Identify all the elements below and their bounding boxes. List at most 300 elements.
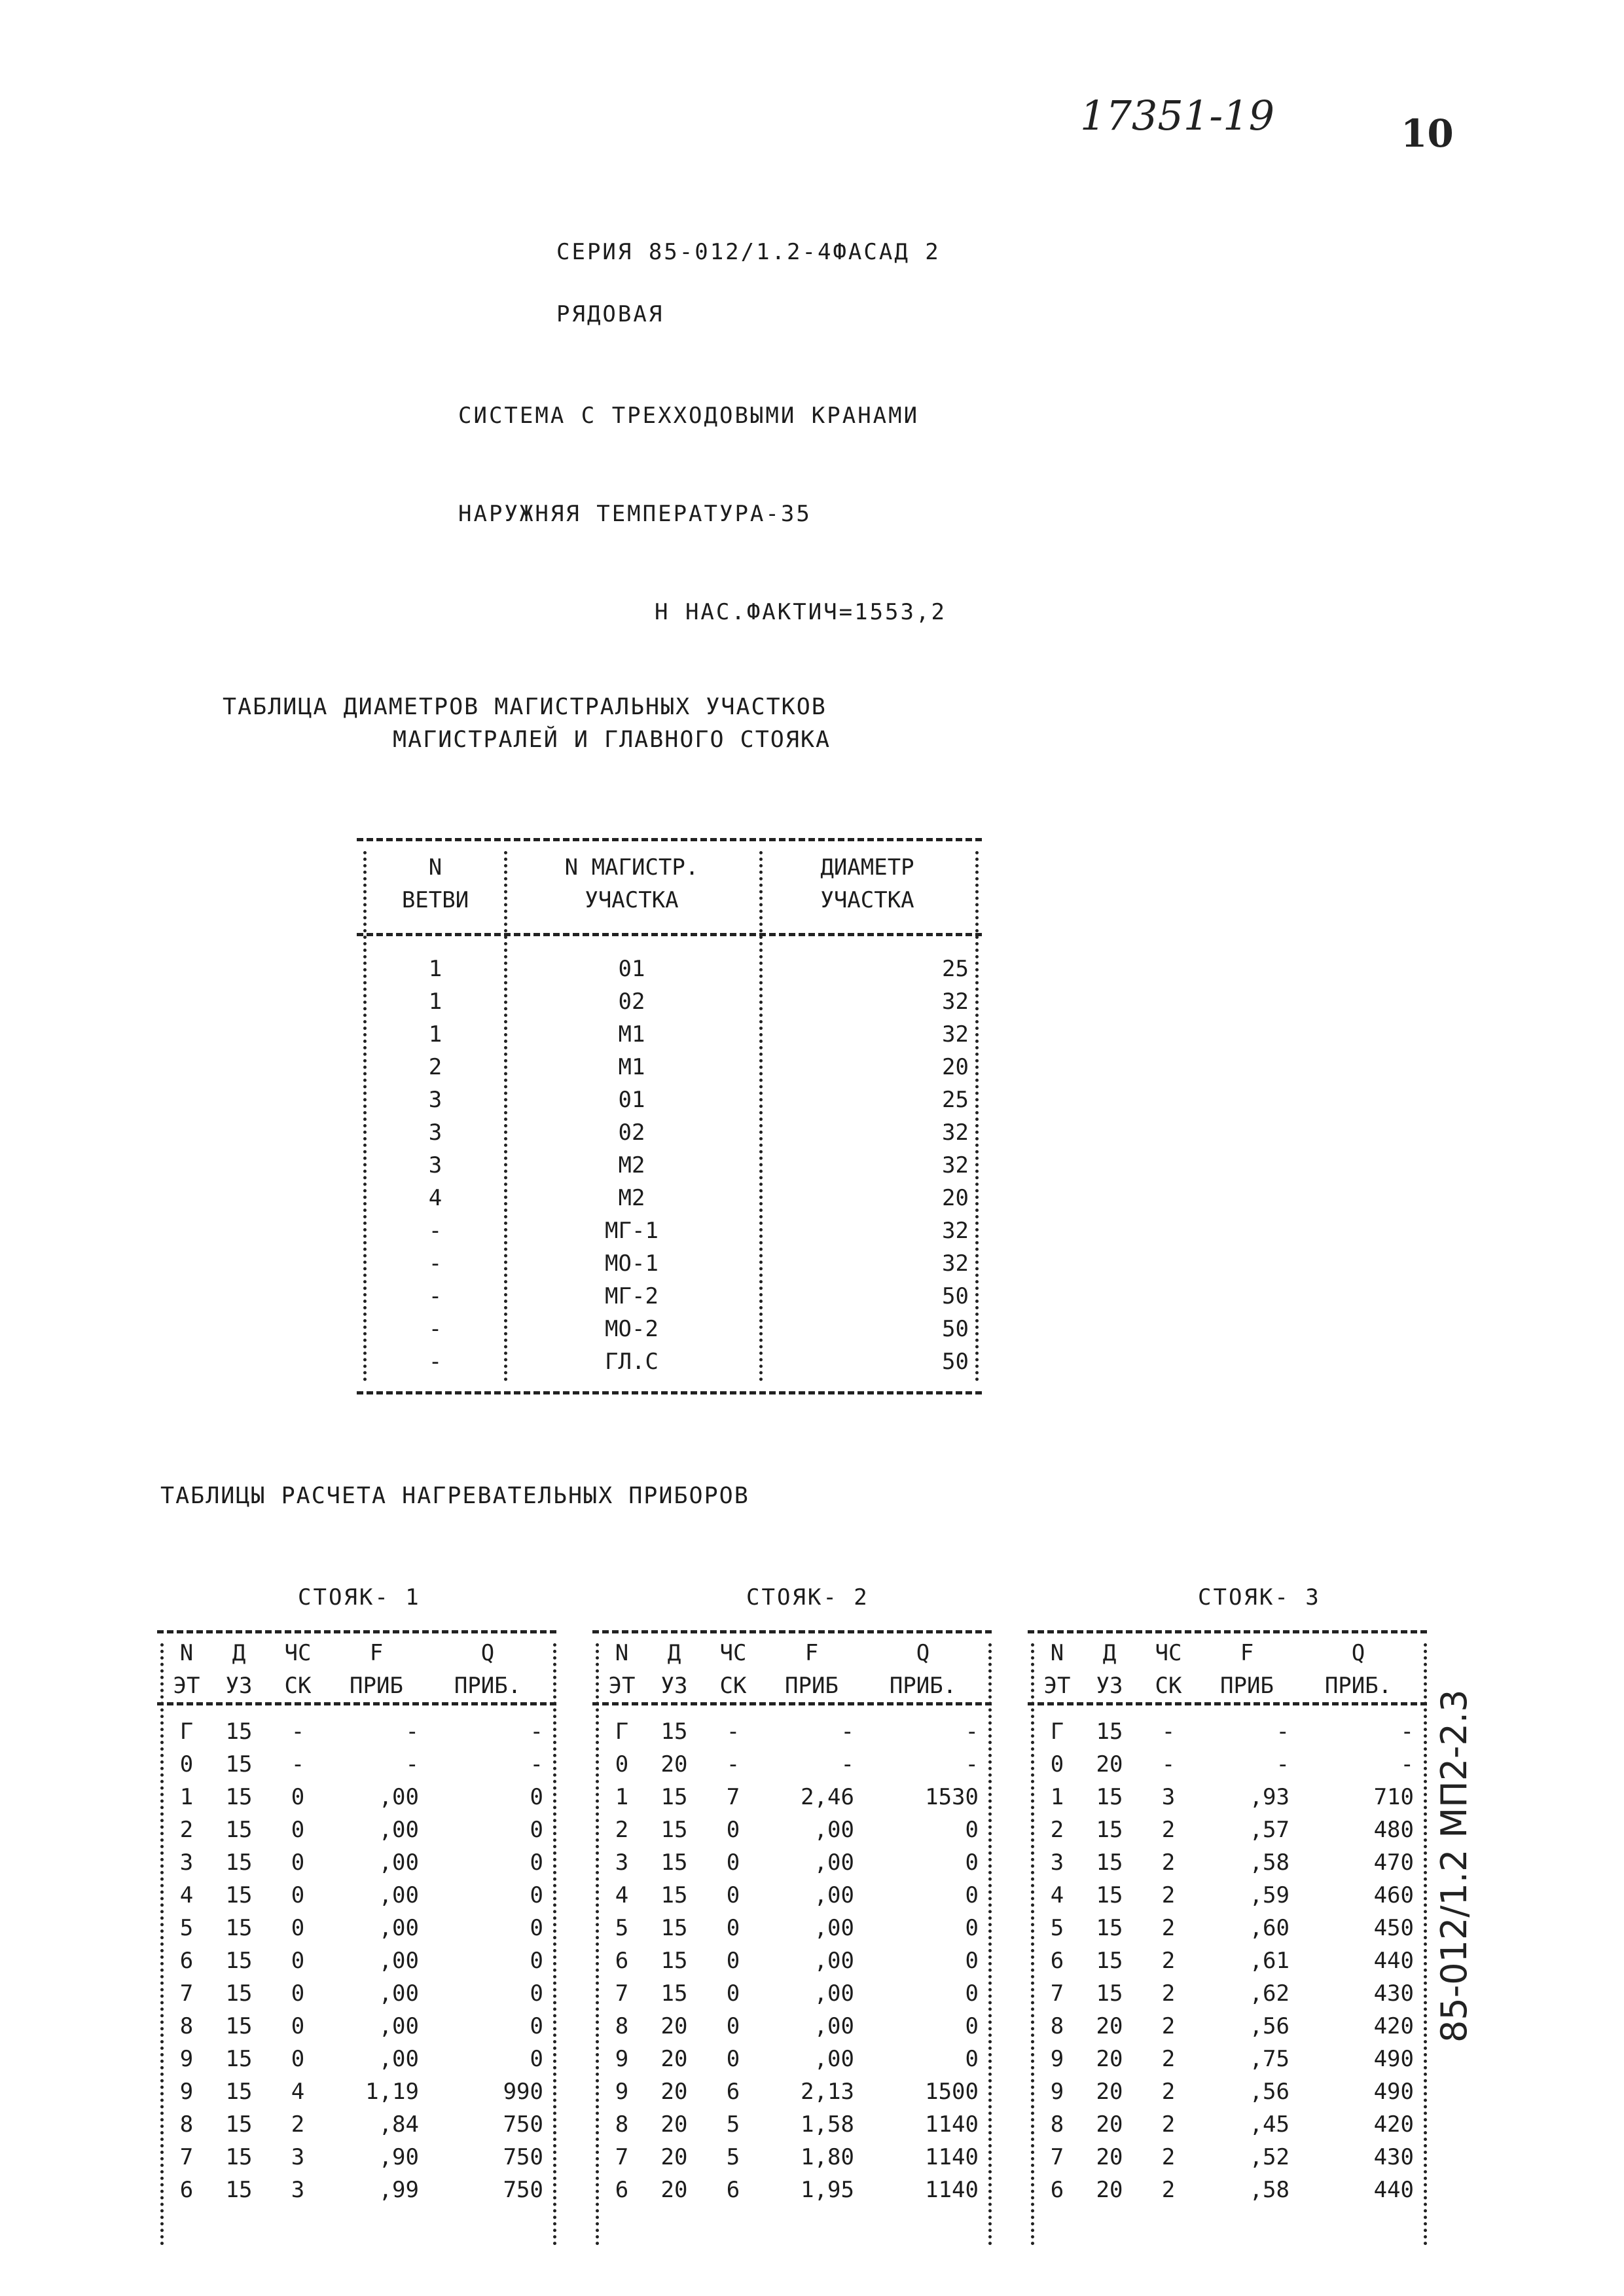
riser-table-cell: 15: [225, 1948, 253, 1974]
riser-table-cell: 3: [291, 2177, 305, 2203]
riser-table-cell: 6: [726, 2177, 740, 2203]
riser-table-cell: 490: [1373, 2046, 1414, 2072]
diam-header-row: [367, 884, 975, 917]
riser-table-cell: -: [1161, 1751, 1176, 1777]
riser-table-cell: 15: [660, 1719, 688, 1745]
riser-table-cell: 15: [225, 2144, 253, 2170]
riser-table-row: [599, 1944, 985, 1977]
riser-table-cell: 15: [660, 1882, 688, 1908]
riser-header-cell: N: [179, 1640, 194, 1666]
riser-table-cell: 0: [726, 2013, 740, 2039]
riser-table-cell: 1,80: [801, 2144, 854, 2170]
riser-table-row: [599, 2174, 985, 2206]
riser-table-row: [164, 1977, 550, 2010]
head-pressure-line: Н НАС.ФАКТИЧ=1553,2: [655, 599, 947, 625]
riser-table-row: [164, 2010, 550, 2043]
riser-table-cell: 0: [291, 1784, 305, 1810]
riser-table-cell: 0: [530, 1850, 543, 1876]
riser-table-cell: 2: [1161, 1948, 1176, 1974]
riser-table-cell: 20: [1096, 2013, 1123, 2039]
riser-table-cell: 4: [179, 1882, 194, 1908]
riser-table-cell: 9: [1050, 2046, 1064, 2072]
riser-header-cell: F: [804, 1640, 819, 1666]
riser-table-cell: 450: [1373, 1915, 1414, 1941]
riser-header-cell: ПРИБ.: [454, 1673, 522, 1699]
riser-table-cell: 3: [291, 2144, 305, 2170]
riser-table-cell: -: [1400, 1719, 1414, 1745]
riser-table-cell: -: [405, 1719, 419, 1745]
riser-table-cell: ,00: [378, 2046, 419, 2072]
riser-table-row: [164, 1748, 550, 1781]
riser-table-cell: -: [965, 1751, 979, 1777]
diam-table-cell: МО-2: [605, 1316, 659, 1342]
riser-table-cell: 2: [615, 1817, 629, 1843]
riser-table-row: [599, 1879, 985, 1912]
riser-table-row: [599, 2043, 985, 2075]
riser-table-row: [599, 1813, 985, 1846]
riser-table-row: [164, 1813, 550, 1846]
riser-table-cell: 3: [1161, 1784, 1176, 1810]
riser-table-row: [164, 2141, 550, 2174]
riser-table-cell: 7: [615, 2144, 629, 2170]
riser-table-cell: ,00: [814, 2013, 854, 2039]
riser-header-row: [164, 1637, 550, 1669]
riser-table-cell: 6: [726, 2079, 740, 2105]
riser-table-cell: 20: [660, 2013, 688, 2039]
riser-table-cell: 7: [1050, 2144, 1064, 2170]
riser-table-row: [164, 1846, 550, 1879]
riser-table-cell: ,84: [378, 2111, 419, 2138]
riser-table-cell: ,60: [1249, 1915, 1290, 1941]
riser-header-cell: ЧС: [719, 1640, 747, 1666]
riser-table-cell: 7: [179, 1980, 194, 2007]
riser-table-cell: -: [840, 1719, 854, 1745]
riser-table-cell: 0: [965, 1817, 979, 1843]
riser-header-cell: Q: [1351, 1640, 1365, 1666]
riser-1-header: [164, 1637, 550, 1702]
riser-table-row: [1034, 2043, 1420, 2075]
diam-table-row: [367, 1182, 975, 1214]
riser-table-cell: 2: [1161, 1915, 1176, 1941]
diam-table-cell: 32: [942, 1250, 969, 1277]
riser-table-cell: 1: [615, 1784, 629, 1810]
riser-table-cell: 15: [225, 1850, 253, 1876]
riser-table-cell: ,99: [378, 2177, 419, 2203]
riser-table-cell: 0: [291, 1980, 305, 2007]
diam-table-cell: 50: [942, 1283, 969, 1309]
riser-table-cell: 0: [530, 1980, 543, 2007]
riser-table-cell: 430: [1373, 1980, 1414, 2007]
riser-table-cell: ,00: [814, 1915, 854, 1941]
riser-table-cell: 15: [660, 1784, 688, 1810]
riser-table-cell: 20: [660, 2177, 688, 2203]
riser-header-cell: ЭТ: [173, 1673, 200, 1699]
riser-2-label: СТОЯК- 2: [746, 1584, 869, 1611]
riser-table-row: [599, 1846, 985, 1879]
riser-header-cell: N: [615, 1640, 629, 1666]
riser-header-cell: ПРИБ: [785, 1673, 839, 1699]
riser-1-table: [164, 1715, 550, 2206]
riser-table-cell: 1140: [925, 2177, 979, 2203]
riser-header-cell: ЭТ: [608, 1673, 636, 1699]
riser-table-rule: [592, 1702, 992, 1705]
diam-table-cell: МО-1: [605, 1250, 659, 1277]
riser-table-cell: 15: [1096, 1719, 1123, 1745]
riser-header-cell: УЗ: [1096, 1673, 1123, 1699]
riser-header-row: [1034, 1637, 1420, 1669]
outdoor-temp-line: НАРУЖНЯЯ ТЕМПЕРАТУРА-35: [458, 501, 812, 527]
riser-table-cell: ,00: [814, 1817, 854, 1843]
riser-table-cell: 2: [1161, 2013, 1176, 2039]
diam-table-row: [367, 1280, 975, 1313]
riser-table-cell: 15: [225, 2111, 253, 2138]
riser-table-cell: 4: [291, 2079, 305, 2105]
riser-table-cell: 5: [1050, 1915, 1064, 1941]
riser-table-row: [1034, 2141, 1420, 2174]
riser-table-cell: 15: [1096, 1817, 1123, 1843]
riser-table-cell: 15: [225, 1882, 253, 1908]
riser-table-cell: 15: [1096, 1882, 1123, 1908]
header-cell: ДИАМЕТР: [820, 854, 914, 881]
riser-table-cell: ,45: [1249, 2111, 1290, 2138]
riser-table-cell: 1: [179, 1784, 194, 1810]
riser-table-cell: 9: [615, 2079, 629, 2105]
riser-table-cell: ,00: [378, 1882, 419, 1908]
riser-header-cell: ПРИБ.: [1324, 1673, 1392, 1699]
riser-header-cell: Д: [667, 1640, 681, 1666]
riser-table-cell: 6: [1050, 1948, 1064, 1974]
riser-table-cell: 8: [179, 2111, 194, 2138]
riser-header-cell: ЭТ: [1043, 1673, 1071, 1699]
riser-2-table: [599, 1715, 985, 2206]
riser-table-row: [599, 1912, 985, 1944]
riser-table-row: [1034, 1912, 1420, 1944]
riser-table-row: [1034, 1879, 1420, 1912]
riser-table-rule: [1028, 1630, 1427, 1633]
riser-header-cell: ПРИБ: [1220, 1673, 1274, 1699]
riser-1-label: СТОЯК- 1: [298, 1584, 421, 1611]
riser-table-cell: 15: [225, 1980, 253, 2007]
riser-table-cell: ,57: [1249, 1817, 1290, 1843]
riser-table-cell: 710: [1373, 1784, 1414, 1810]
riser-header-row: [599, 1669, 985, 1702]
diam-table-cell: -: [428, 1283, 442, 1309]
diam-table-cell: 01: [618, 956, 645, 982]
riser-table-cell: 0: [726, 1948, 740, 1974]
diam-table-cell: 20: [942, 1054, 969, 1080]
riser-table-cell: 0: [530, 1784, 543, 1810]
riser-table-cell: 9: [179, 2079, 194, 2105]
diam-table-cell: М2: [618, 1185, 645, 1211]
diam-table-row: [367, 1051, 975, 1084]
riser-table-cell: 5: [179, 1915, 194, 1941]
diam-table-cell: 32: [942, 1021, 969, 1048]
riser-table-rule: [1028, 1702, 1427, 1705]
riser-table-cell: 15: [225, 1817, 253, 1843]
riser-table-cell: ,00: [814, 1980, 854, 2007]
diam-table-row: [367, 1345, 975, 1378]
riser-table-cell: 0: [726, 1817, 740, 1843]
riser-table-cell: ,00: [378, 1817, 419, 1843]
riser-header-cell: F: [1240, 1640, 1254, 1666]
riser-table-row: [164, 1879, 550, 1912]
riser-table-cell: 1530: [925, 1784, 979, 1810]
riser-table-cell: 430: [1373, 2144, 1414, 2170]
diam-table-cell: 01: [618, 1087, 645, 1113]
riser-table-cell: 6: [1050, 2177, 1064, 2203]
riser-header-cell: СК: [1155, 1673, 1182, 1699]
riser-table-cell: 20: [1096, 2046, 1123, 2072]
riser-table-cell: 20: [660, 2144, 688, 2170]
riser-table-cell: 15: [660, 1850, 688, 1876]
riser-table-row: [599, 1977, 985, 2010]
riser-table-cell: ,61: [1249, 1948, 1290, 1974]
riser-table-cell: ,00: [378, 1850, 419, 1876]
diam-table-cell: -: [428, 1218, 442, 1244]
riser-table-cell: Г: [179, 1719, 194, 1745]
diameter-table: [367, 851, 975, 917]
diam-table-cell: МГ-2: [605, 1283, 659, 1309]
riser-table-cell: 15: [225, 2079, 253, 2105]
riser-table-cell: 2: [1161, 2144, 1176, 2170]
riser-table-row: [599, 2075, 985, 2108]
riser-table-cell: 2: [1161, 2111, 1176, 2138]
series-line: СЕРИЯ 85-012/1.2-4ФАСАД 2: [556, 239, 941, 265]
riser-header-cell: УЗ: [660, 1673, 688, 1699]
riser-3-label: СТОЯК- 3: [1198, 1584, 1321, 1611]
riser-table-cell: 8: [615, 2013, 629, 2039]
riser-header-cell: ЧС: [1155, 1640, 1182, 1666]
riser-table-cell: -: [530, 1719, 543, 1745]
riser-3-header: [1034, 1637, 1420, 1702]
riser-table-cell: 5: [726, 2144, 740, 2170]
riser-table-row: [164, 2043, 550, 2075]
riser-table-cell: 1140: [925, 2144, 979, 2170]
riser-table-cell: 15: [1096, 1915, 1123, 1941]
riser-table-cell: 15: [225, 2046, 253, 2072]
riser-table-cell: 6: [179, 1948, 194, 1974]
diam-table-cell: 25: [942, 1087, 969, 1113]
diam-table-row: [367, 1313, 975, 1345]
header-cell: УЧАСТКА: [820, 887, 914, 913]
riser-table-cell: ,00: [378, 2013, 419, 2039]
riser-table-cell: 0: [530, 2046, 543, 2072]
riser-table-cell: -: [1276, 1751, 1290, 1777]
riser-header-cell: ЧС: [284, 1640, 312, 1666]
riser-table-cell: 0: [530, 2013, 543, 2039]
riser-table-cell: -: [1161, 1719, 1176, 1745]
diam-table-cell: 3: [428, 1120, 442, 1146]
riser-table-cell: 440: [1373, 2177, 1414, 2203]
riser-table-cell: 750: [503, 2144, 543, 2170]
diam-table-cell: 50: [942, 1349, 969, 1375]
riser-table-cell: ,93: [1249, 1784, 1290, 1810]
riser-table-cell: ,00: [378, 1980, 419, 2007]
riser-table-cell: ,00: [378, 1784, 419, 1810]
diam-table-cell: 25: [942, 956, 969, 982]
riser-table-cell: 9: [615, 2046, 629, 2072]
diam-table-cell: 02: [618, 1120, 645, 1146]
diam-table-cell: -: [428, 1316, 442, 1342]
riser-table-cell: 8: [1050, 2013, 1064, 2039]
riser-table-cell: ,00: [814, 1850, 854, 1876]
riser-table-cell: 20: [660, 2046, 688, 2072]
riser-header-row: [164, 1669, 550, 1702]
riser-table-cell: 2: [1161, 2177, 1176, 2203]
riser-table-cell: 480: [1373, 1817, 1414, 1843]
riser-table-row: [1034, 1944, 1420, 1977]
riser-header-cell: Q: [916, 1640, 930, 1666]
riser-table-cell: 8: [1050, 2111, 1064, 2138]
diam-table-cell: 4: [428, 1185, 442, 1211]
riser-table-rule: [157, 1630, 556, 1633]
riser-table-cell: 0: [291, 1915, 305, 1941]
riser-2-header: [599, 1637, 985, 1702]
riser-header-cell: СК: [719, 1673, 747, 1699]
diam-table-cell: 32: [942, 1218, 969, 1244]
riser-table-cell: 0: [291, 1882, 305, 1908]
diam-table-cell: 1: [428, 956, 442, 982]
riser-table-cell: 5: [615, 1915, 629, 1941]
riser-table-cell: ,90: [378, 2144, 419, 2170]
riser-table-cell: Г: [615, 1719, 629, 1745]
riser-table-cell: 4: [615, 1882, 629, 1908]
diam-table-row: [367, 1247, 975, 1280]
riser-table-cell: 0: [1050, 1751, 1064, 1777]
riser-table-cell: 20: [1096, 2079, 1123, 2105]
riser-table-cell: 0: [726, 1980, 740, 2007]
diam-table-top-rule: [357, 838, 982, 841]
riser-table-cell: 15: [660, 1948, 688, 1974]
riser-table-cell: 2: [1050, 1817, 1064, 1843]
riser-table-row: [599, 1781, 985, 1813]
riser-table-cell: 1: [1050, 1784, 1064, 1810]
riser-table-cell: 20: [660, 1751, 688, 1777]
riser-table-row: [599, 2010, 985, 2043]
riser-table-cell: 20: [660, 2111, 688, 2138]
diam-table-title: ТАБЛИЦА ДИАМЕТРОВ МАГИСТРАЛЬНЫХ УЧАСТКОВ: [223, 694, 827, 720]
riser-table-cell: 15: [1096, 1784, 1123, 1810]
riser-table-row: [164, 1781, 550, 1813]
riser-table-cell: 0: [291, 2013, 305, 2039]
riser-table-cell: 470: [1373, 1850, 1414, 1876]
riser-table-cell: 0: [965, 1980, 979, 2007]
riser-table-cell: 15: [660, 1980, 688, 2007]
riser-table-row: [599, 2108, 985, 2141]
riser-header-cell: ПРИБ: [350, 1673, 403, 1699]
riser-table-cell: 490: [1373, 2079, 1414, 2105]
riser-table-cell: 0: [726, 1882, 740, 1908]
diam-table-cell: 20: [942, 1185, 969, 1211]
riser-table-cell: ,00: [814, 1882, 854, 1908]
page-number: 10: [1401, 111, 1454, 156]
riser-table-cell: 3: [179, 1850, 194, 1876]
riser-table-cell: ,58: [1249, 2177, 1290, 2203]
riser-table-cell: 6: [179, 2177, 194, 2203]
riser-table-cell: 20: [1096, 2177, 1123, 2203]
diam-table-row: [367, 985, 975, 1018]
riser-table-border: [988, 1643, 992, 2246]
riser-table-cell: 420: [1373, 2111, 1414, 2138]
header-cell: N: [428, 854, 442, 881]
riser-table-row: [1034, 2075, 1420, 2108]
riser-table-cell: 2: [1161, 2046, 1176, 2072]
system-line: СИСТЕМА С ТРЕХХОДОВЫМИ КРАНАМИ: [458, 403, 920, 429]
diam-table-bottom-rule: [357, 1391, 982, 1394]
riser-table-cell: 0: [965, 2046, 979, 2072]
riser-table-cell: -: [291, 1719, 305, 1745]
diam-header-row: [367, 851, 975, 884]
riser-table-cell: 6: [615, 1948, 629, 1974]
riser-table-cell: 1,95: [801, 2177, 854, 2203]
riser-header-cell: F: [369, 1640, 384, 1666]
riser-table-cell: 2: [291, 2111, 305, 2138]
riser-table-row: [1034, 2174, 1420, 2206]
riser-table-cell: 0: [965, 2013, 979, 2039]
riser-table-rule: [157, 1702, 556, 1705]
riser-table-cell: -: [405, 1751, 419, 1777]
riser-table-cell: 2: [1161, 1882, 1176, 1908]
riser-table-cell: 2: [1161, 1850, 1176, 1876]
riser-header-row: [1034, 1669, 1420, 1702]
riser-table-cell: 7: [726, 1784, 740, 1810]
diam-table-cell: -: [428, 1250, 442, 1277]
diam-table-subtitle: МАГИСТРАЛЕЙ И ГЛАВНОГО СТОЯКА: [393, 727, 831, 753]
diam-table-row: [367, 953, 975, 985]
header-cell: УЧАСТКА: [585, 887, 679, 913]
diam-table-row: [367, 1018, 975, 1051]
riser-table-cell: 4: [1050, 1882, 1064, 1908]
diam-table-cell: 3: [428, 1152, 442, 1178]
riser-table-row: [164, 1912, 550, 1944]
diam-table-cell: 32: [942, 1152, 969, 1178]
riser-table-row: [1034, 2010, 1420, 2043]
riser-table-cell: ,56: [1249, 2013, 1290, 2039]
riser-table-cell: 20: [1096, 1751, 1123, 1777]
riser-table-cell: ,75: [1249, 2046, 1290, 2072]
riser-table-cell: 0: [726, 1850, 740, 1876]
riser-table-rule: [592, 1630, 992, 1633]
riser-table-cell: 0: [179, 1751, 194, 1777]
riser-table-cell: 15: [225, 2177, 253, 2203]
riser-table-cell: 750: [503, 2177, 543, 2203]
diam-table-cell: М2: [618, 1152, 645, 1178]
riser-table-cell: 3: [615, 1850, 629, 1876]
diam-table-cell: 3: [428, 1087, 442, 1113]
riser-table-cell: 440: [1373, 1948, 1414, 1974]
riser-table-cell: 5: [726, 2111, 740, 2138]
riser-table-cell: 7: [179, 2144, 194, 2170]
riser-table-cell: 20: [660, 2079, 688, 2105]
riser-table-cell: ,52: [1249, 2144, 1290, 2170]
riser-header-cell: СК: [284, 1673, 312, 1699]
riser-table-cell: 15: [225, 2013, 253, 2039]
diam-table-cell: МГ-1: [605, 1218, 659, 1244]
riser-table-border: [553, 1643, 556, 2246]
riser-table-cell: ,00: [378, 1915, 419, 1941]
diam-table-cell: М1: [618, 1021, 645, 1048]
diam-table-cell: 1: [428, 989, 442, 1015]
riser-table-cell: ,00: [378, 1948, 419, 1974]
riser-table-cell: 20: [1096, 2144, 1123, 2170]
diam-table-cell: 1: [428, 1021, 442, 1048]
riser-table-cell: ,62: [1249, 1980, 1290, 2007]
riser-header-cell: Д: [1102, 1640, 1117, 1666]
diam-table-cell: 32: [942, 989, 969, 1015]
riser-table-cell: 15: [1096, 1980, 1123, 2007]
heater-tables-title: ТАБЛИЦЫ РАСЧЕТА НАГРЕВАТЕЛЬНЫХ ПРИБОРОВ: [160, 1483, 749, 1509]
riser-table-cell: 9: [179, 2046, 194, 2072]
